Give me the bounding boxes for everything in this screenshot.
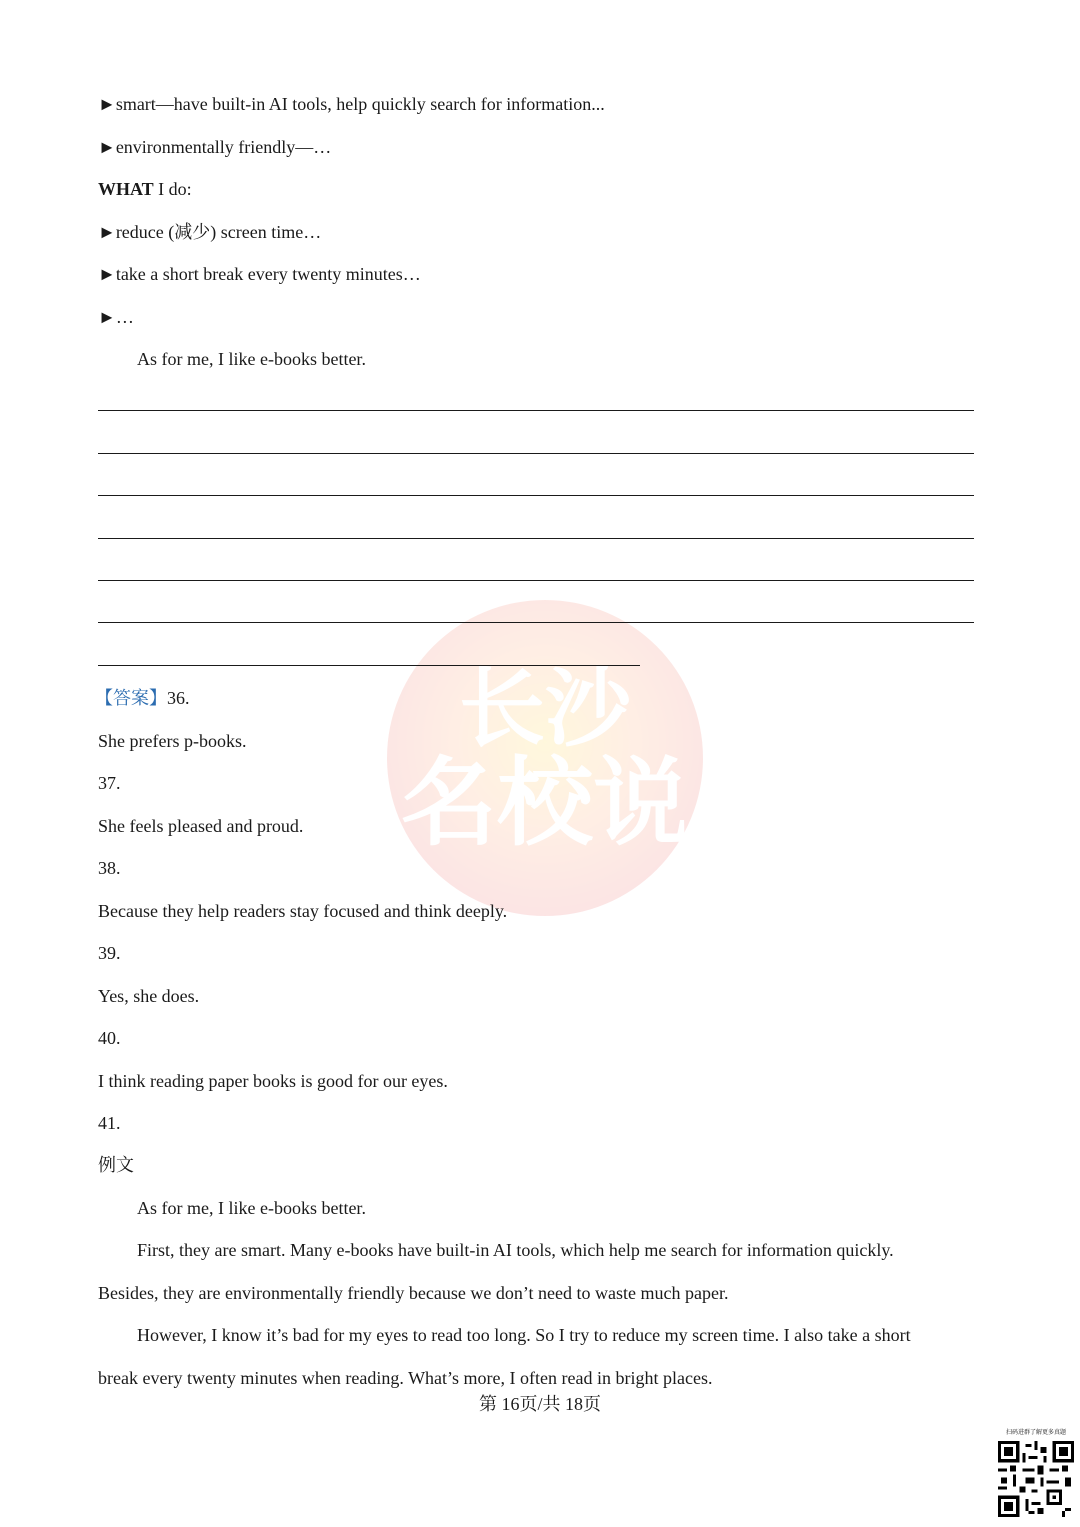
answer-number-37: 37. xyxy=(98,773,121,793)
outline-item-reduce: ►reduce (减少) screen time… xyxy=(98,222,322,242)
answer-39: Yes, she does. xyxy=(98,986,200,1006)
outline-item-break: ►take a short break every twenty minutes… xyxy=(98,264,421,284)
writing-line xyxy=(98,495,974,496)
answer-header xyxy=(95,686,190,710)
answer-38: Because they help readers stay focused and think deeply. xyxy=(98,901,508,921)
prompt-start: As for me, I like e-books better. xyxy=(137,349,366,369)
qr-block xyxy=(996,1428,1076,1517)
writing-line-short xyxy=(98,665,640,666)
answer-number-41: 41. xyxy=(98,1113,121,1133)
sample-paragraph-2-line-1: First, they are smart. Many e-books have built-in AI tools, which help me search for information quickly. xyxy=(137,1240,894,1260)
what-rest: I do: xyxy=(153,179,192,199)
qr-caption: 扫码进群了解更多真题 xyxy=(1005,1429,1066,1436)
sample-label: 例文 xyxy=(98,1155,134,1175)
writing-line xyxy=(98,453,974,454)
answer-40: I think reading paper books is good for our eyes. xyxy=(98,1071,448,1091)
outline-item-more: ►… xyxy=(98,307,134,327)
writing-line xyxy=(98,410,974,411)
sample-paragraph-3-line-2: break every twenty minutes when reading. What’s more, I often read in bright places. xyxy=(98,1368,713,1388)
outline-item-eco: ►environmentally friendly—… xyxy=(98,137,332,157)
sample-paragraph-2-line-2: Besides, they are environmentally friendly because we don’t need to waste much paper. xyxy=(98,1283,729,1303)
writing-line xyxy=(98,538,974,539)
watermark-text-top: 长沙 xyxy=(459,659,631,759)
answer-number-38: 38. xyxy=(98,858,121,878)
what-heading xyxy=(98,177,192,201)
what-label: WHAT xyxy=(98,179,154,199)
sample-paragraph-3-line-1: However, I know it’s bad for my eyes to read too long. So I try to reduce my screen time. I also take a short xyxy=(137,1325,911,1345)
outline-item-smart: ►smart—have built-in AI tools, help quickly search for information... xyxy=(98,94,605,114)
answer-number-40: 40. xyxy=(98,1028,121,1048)
answer-36: She prefers p-books. xyxy=(98,731,247,751)
sample-paragraph-1: As for me, I like e-books better. xyxy=(137,1198,366,1218)
answer-tag: 【答案】 xyxy=(95,688,167,708)
qr-code[interactable] xyxy=(998,1441,1074,1517)
answer-number-39: 39. xyxy=(98,943,121,963)
watermark-text-bottom: 名校说 xyxy=(401,747,689,859)
answer-37: She feels pleased and proud. xyxy=(98,816,304,836)
watermark-logo xyxy=(385,598,705,918)
writing-line xyxy=(98,622,974,623)
page-footer: 第 16页/共 18页 xyxy=(478,1394,601,1414)
writing-line xyxy=(98,580,974,581)
answer-number-36: 36. xyxy=(167,688,190,708)
